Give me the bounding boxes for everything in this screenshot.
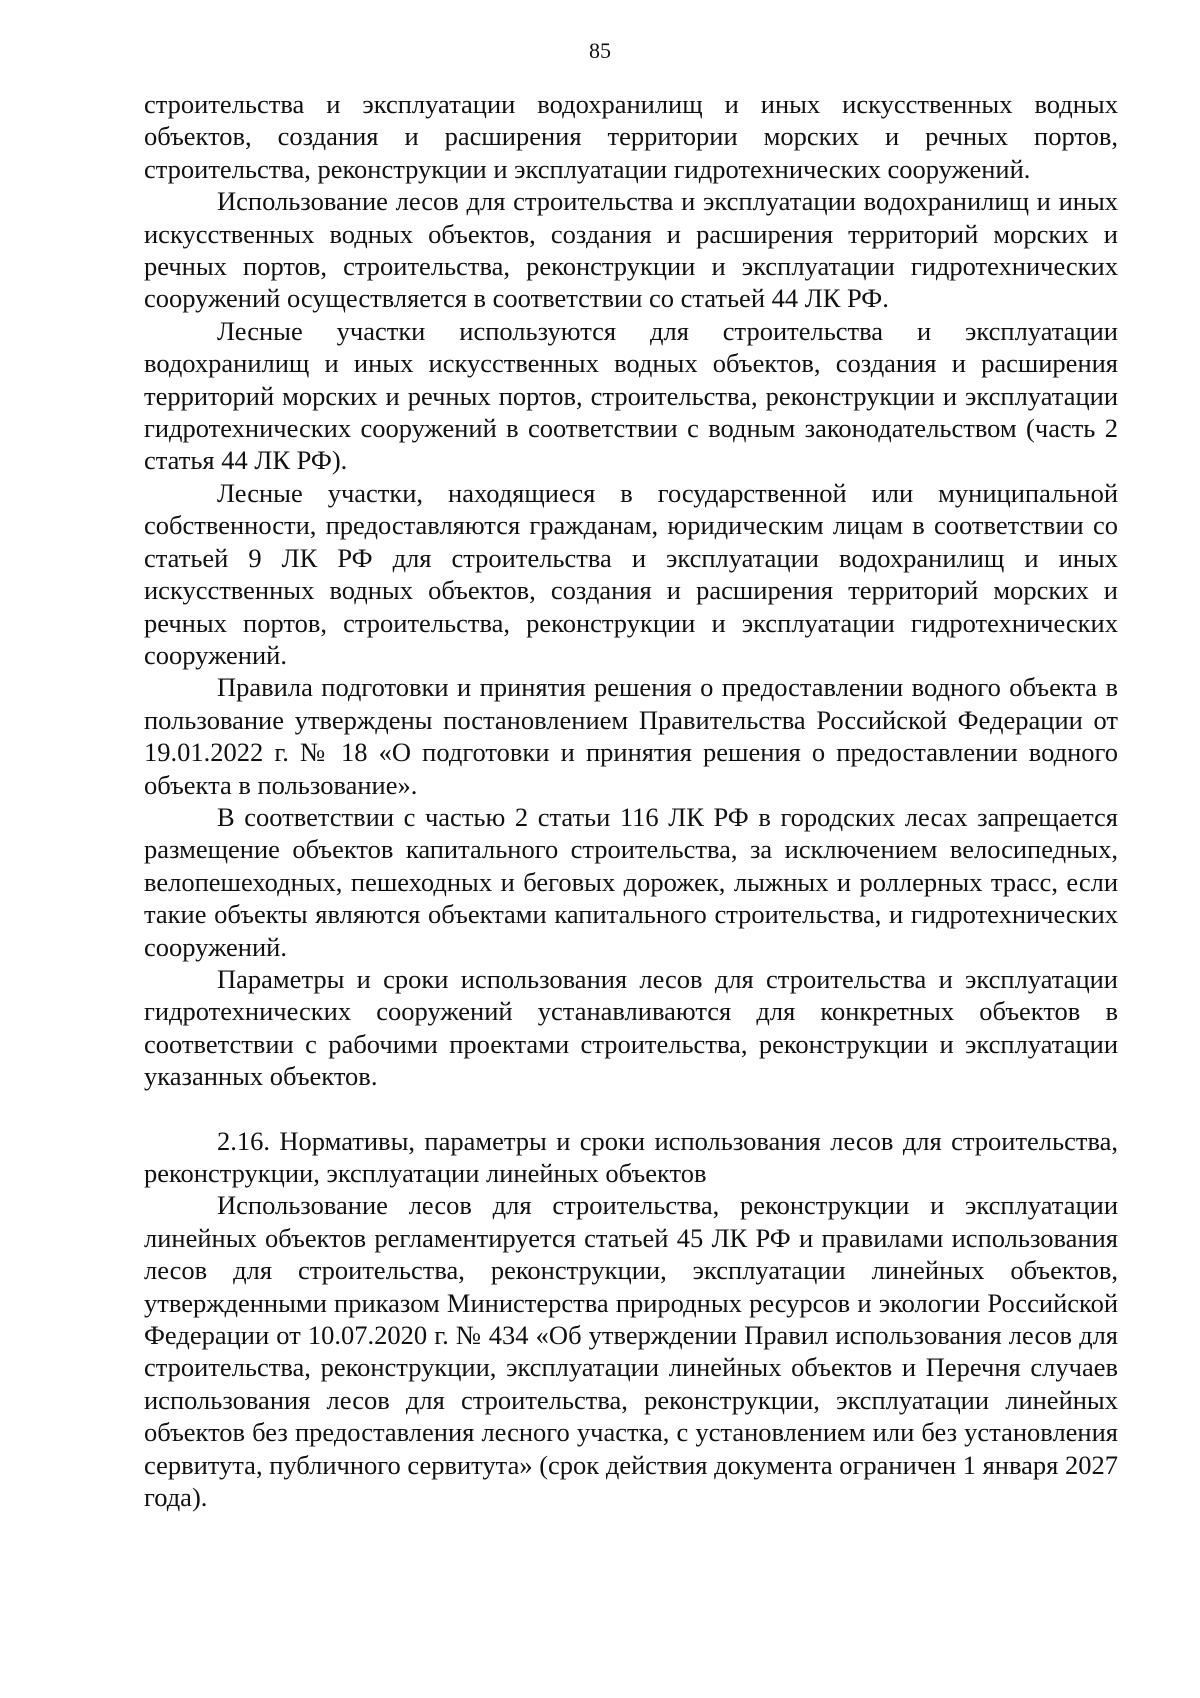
paragraph-continuation: строительства и эксплуатации водохранилищ и иных искусственных водных объектов, создания и расширения территории морских и речных портов, строительства, реконструкции и эксплуатации гидротехнических сооружений. [144, 89, 1118, 184]
paragraph: Использование лесов для строительства, реконструкции и эксплуатации линейных объектов регламентируется статьей 45 ЛК РФ и правилами использования лесов для строительства, реконструкции, эксплуатации линейных объектов, утвержденными приказом Министерства природных ресурсов и экологии Российской Федерации от 10.07.2020 г. № 434 «Об утверждении Правил использования лесов для строительства, реконструкции, эксплуатации линейных объектов и Перечня случаев использования лесов для строительства, реконструкции, эксплуатации линейных объектов без предоставления лесного участка, с установлением или без установления сервитута, публичного сервитута» (срок действия документа ограничен 1 января 2027 года). [144, 1190, 1118, 1513]
paragraph: Лесные участки используются для строительства и эксплуатации водохранилищ и иных искусственных водных объектов, создания и расширения территорий морских и речных портов, строительства, реконструкции и эксплуатации гидротехнических сооружений в соответствии с водным законодательством (часть 2 статья 44 ЛК РФ). [144, 315, 1118, 476]
paragraph: Правила подготовки и принятия решения о предоставлении водного объекта в пользование утверждены постановлением Правительства Российской Федерации от 19.01.2022 г. № 18 «О подготовки и принятия решения о предоставлении водного объекта в пользование». [144, 672, 1118, 800]
section-heading: 2.16. Нормативы, параметры и сроки использования лесов для строительства, реконструкции, эксплуатации линейных объектов [144, 1125, 1118, 1188]
document-body [144, 88, 1118, 1513]
paragraph: Параметры и сроки использования лесов для строительства и эксплуатации гидротехнических сооружений устанавливаются для конкретных объектов в соответствии с рабочими проектами строительства, реконструкции и эксплуатации указанных объектов. [144, 963, 1118, 1092]
paragraph: Использование лесов для строительства и эксплуатации водохранилищ и иных искусственных водных объектов, создания и расширения территорий морских и речных портов, строительства, реконструкции и эксплуатации гидротехнических сооружений осуществляется в соответствии со статьей 44 ЛК РФ. [144, 186, 1118, 314]
section-spacer [144, 1093, 1118, 1125]
paragraph: В соответствии с частью 2 статьи 116 ЛК РФ в городских лесах запрещается размещение объектов капитального строительства, за исключением велосипедных, велопешеходных, пешеходных и беговых дорожек, лыжных и роллерных трасс, если такие объекты являются объектами капитального строительства, и гидротехнических сооружений. [144, 801, 1118, 962]
paragraph: Лесные участки, находящиеся в государственной или муниципальной собственности, предоставляются гражданам, юридическим лицам в соответствии со статьей 9 ЛК РФ для строительства и эксплуатации водохранилищ и иных искусственных водных объектов, создания и расширения территорий морских и речных портов, строительства, реконструкции и эксплуатации гидротехнических сооружений. [144, 477, 1118, 670]
page-number: 85 [589, 38, 611, 63]
